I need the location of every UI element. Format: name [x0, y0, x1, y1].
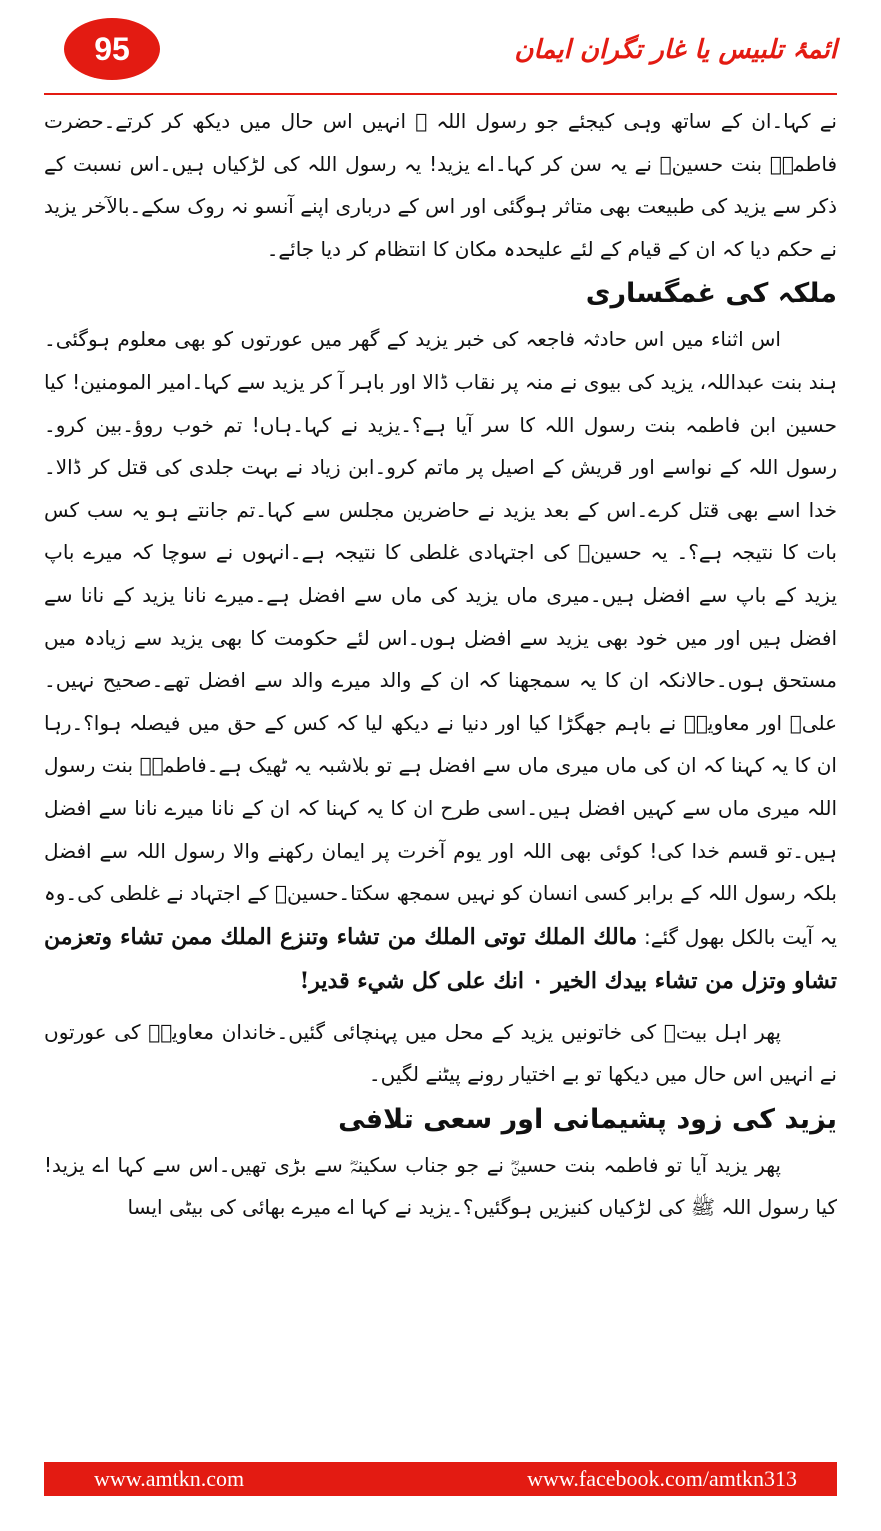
paragraph-1	[44, 100, 837, 270]
paragraph-gap	[44, 1003, 837, 1011]
paragraph-2-text: اس اثناء میں اس حادثہ فاجعہ کی خبر یزید کے گھر میں عورتوں کو بھی معلوم ہوگئی۔ہند بنت عبداللہ، یزید کی بیوی نے منہ پر نقاب ڈالا اور باہر آ کر یزید سے کہا۔امیر المومنین! کیا حسین ابن فاطمہ بنت رسول اللہ کا سر آیا ہے؟۔یزید نے کہا۔ہاں! تم خوب روؤ۔بین کرو۔رسول اللہ کے نواسے اور قریش کے اصیل پر ماتم کرو۔ابن زیاد نے بہت جلدی کی قتل کر ڈالا۔خدا اسے بھی قتل کرے۔اس کے بعد یزید نے حاضرین مجلس سے کہا۔تم جانتے ہو یہ سب کس بات کا نتیجہ ہے؟۔ یہ حسینؓ کی اجتہادی غلطی کا نتیجہ ہے۔انہوں نے سوچا کہ میرے باپ یزید کے باپ سے افضل ہیں۔میری ماں یزید کی ماں سے افضل ہے۔میرے نانا یزید کے نانا سے افضل ہیں اور میں خود بھی یزید سے افضل ہوں۔اس لئے حکومت کا بھی یزید سے زیادہ میں مستحق ہوں۔حالانکہ ان کا یہ سمجھنا کہ ان کے والد میرے والد سے افضل تھے۔صحیح نہیں۔علیؓ اور معاویہؓ نے باہم جھگڑا کیا اور دنیا نے دیکھ لیا کہ کس کے حق میں فیصلہ ہوا؟۔رہا ان کا یہ کہنا کہ ان کی ماں میری ماں سے افضل ہے تو بلاشبہ یہ ٹھیک ہے۔فاطمہؓ بنت رسول اللہ میری ماں سے کہیں افضل ہیں۔اسی طرح ان کا یہ کہنا کہ ان کے نانا میرے نانا سے افضل ہیں۔تو قسم خدا کی! کوئی بھی اللہ اور یوم آخرت پر ایمان رکھنے والا رسول اللہ سے افضل بلکہ رسول اللہ کے برابر کسی انسان کو نہیں سمجھ سکتا۔حسینؓ کے اجتہاد نے غلطی کی۔وہ یہ آیت بالکل بھول گئے:	[44, 327, 837, 949]
section-heading-pashemani: یزید کی زود پشیمانی اور سعی تلافی	[338, 1103, 837, 1135]
paragraph-4: پھر یزید آیا تو فاطمہ بنت حسینؓ نے جو جناب سکینہؓ سے بڑی تھیں۔اس سے کہا اے یزید! کیا رسول اللہ ﷺ کی لڑکیاں کنیزیں ہوگئیں؟۔یزید نے کہا اے میرے بھائی کی بیٹی ایسا	[44, 1152, 837, 1220]
page-body	[44, 100, 837, 1455]
book-title: ائمۂ تلبیس یا غار تگران ایمان	[514, 35, 837, 65]
page-header	[0, 0, 881, 92]
section-heading-malika: ملکہ کی غمگساری	[585, 278, 837, 310]
page-footer	[44, 1462, 837, 1496]
paragraph-3: پھر اہل بیتؓ کی خاتونیں یزید کے محل میں پہنچائی گئیں۔خاندان معاویہؓ کی عورتوں نے انہیں اس حال میں دیکھا تو بے اختیار رونے پیٹنے لگیں۔	[44, 1019, 837, 1087]
page-number-badge: 95	[64, 18, 160, 80]
header-divider	[44, 93, 837, 95]
paragraph-2	[44, 318, 837, 1002]
website-link[interactable]: www.amtkn.com	[94, 1466, 245, 1491]
quranic-verse: مالك الملك توتى الملك من تشاء وتنزع الملك ممن تشاء وتعزمن تشاو وتزل من تشاء بيدك الخير ٠ انك على كل شيء قدير!	[44, 923, 837, 994]
paragraph-1-text: نے کہا۔ان کے ساتھ وہی کیجئے جو رسول اللہ ﷺ انہیں اس حال میں دیکھ کر کرتے۔حضرت فاطمہؓ بنت حسینؓ نے یہ سن کر کہا۔اے یزید! یہ رسول اللہ کی لڑکیاں ہیں۔اس نسبت کے ذکر سے یزید کی طبیعت بھی متاثر ہوگئی اور اس کے درباری اپنے آنسو نہ روک سکے۔بالآخر یزید نے حکم دیا کہ ان کے قیام کے لئے علیحدہ مکان کا انتظام کر دیا جائے۔	[44, 109, 837, 261]
facebook-link[interactable]: www.facebook.com/amtkn313	[527, 1466, 797, 1491]
